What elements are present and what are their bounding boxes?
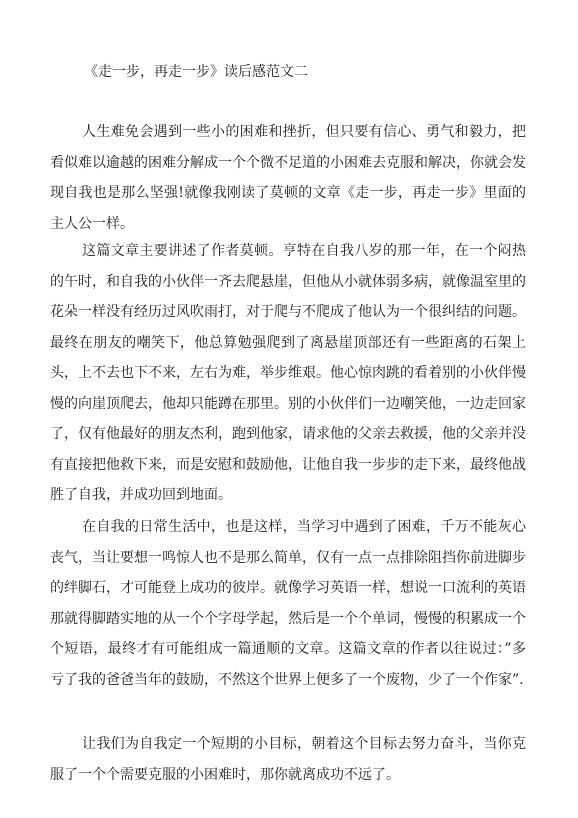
paragraph-2: 这篇文章主要讲述了作者莫顿。亨特在自我八岁的那一年，在一个闷热的午时，和自我的小伙伴一齐去爬悬崖，但他从小就体弱多病，就像温室里的花朵一样没有经历过风吹雨打，对于爬与不爬成了他认为一个很纠结的问题。最终在朋友的嘲笑下，他总算勉强爬到了离悬崖顶部还有一些距离的石架上头，上不去也下不来，左右为难，举步维艰。他心惊肉跳的看着别的小伙伴慢慢的向崖顶爬去，他却只能蹲在那里。别的小伙伴们一边嘲笑他，一边走回家了，仅有他最好的朋友杰利，跑到他家，请求他的父亲去救援，他的父亲并没有直接把他救下来，而是安慰和鼓励他，让他自我一步步的走下来，最终他战胜了自我，并成功回到地面。 [50, 243, 526, 503]
document-title: 《走一步，再走一步》读后感范文二 [84, 64, 308, 80]
paragraph-4: 让我们为自我定一个短期的小目标，朝着这个目标去努力奋斗，当你克服了一个个需要克服的小困难时，那你就离成功不远了。 [50, 736, 526, 783]
paragraph-1: 人生难免会遇到一些小的困难和挫折，但只要有信心、勇气和毅力，把看似难以逾越的困难分解成一个个微不足道的小困难去克服和解决，你就会发现自我也是那么坚强!就像我刚读了莫顿的文章《走一步，再走一步》里面的主人公一样。 [50, 124, 526, 232]
paragraph-3: 在自我的日常生活中，也是这样，当学习中遇到了困难，千万不能灰心丧气，当让要想一鸣惊人也不是那么简单，仅有一点一点排除阻挡你前进脚步的绊脚石，才可能登上成功的彼岸。就像学习英语一样，想说一口流利的英语那就得脚踏实地的从一个个字母学起，然后是一个个单词，慢慢的积累成一个个短语，最终才有可能组成一篇通顺的文章。这篇文章的作者以往说过：”多亏了我的爸爸当年的鼓励，不然这个世界上便多了一个废物，少了一个作家”. [50, 519, 526, 688]
